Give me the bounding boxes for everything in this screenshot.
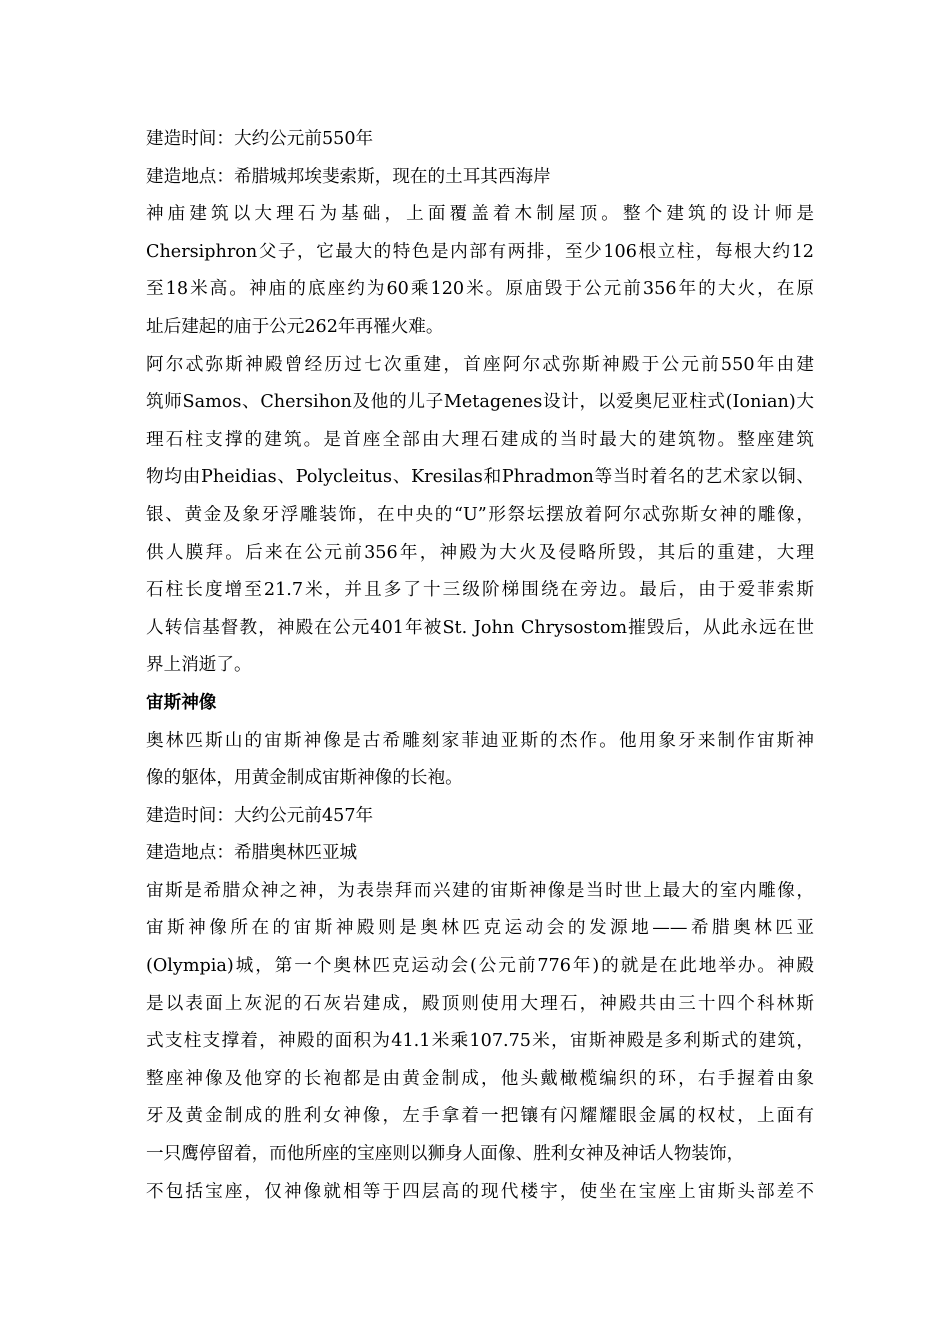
paragraph-line: 物均由Pheidias、Polycleitus、Kresilas和Phradmon等当时着名的艺术家以铜、 bbox=[146, 467, 814, 488]
paragraph-line: 牙及黄金制成的胜利女神像，左手拿着一把镶有闪耀耀眼金属的权杖，上面有 bbox=[146, 1106, 814, 1127]
paragraph-line: 址后建起的庙于公元262年再罹火难。 bbox=[146, 316, 444, 337]
temple-description-paragraph bbox=[146, 196, 814, 346]
build-time-line: 建造时间：大约公元前457年 bbox=[146, 805, 374, 826]
document-page bbox=[146, 121, 814, 1211]
paragraph-line: (Olympia)城，第一个奥林匹克运动会(公元前776年)的就是在此地举办。神殿 bbox=[146, 956, 814, 977]
paragraph-line: 阿尔忒弥斯神殿曾经历过七次重建，首座阿尔忒弥斯神殿于公元前550年由建 bbox=[146, 354, 814, 375]
zeus-description-paragraph bbox=[146, 873, 814, 1211]
paragraph-line: 神庙建筑以大理石为基础，上面覆盖着木制屋顶。整个建筑的设计师是 bbox=[146, 204, 814, 225]
paragraph-line: 整座神像及他穿的长袍都是由黄金制成，他头戴橄榄编织的环，右手握着由象 bbox=[146, 1068, 814, 1089]
paragraph-line: 宙斯神像所在的宙斯神殿则是奥林匹克运动会的发源地——希腊奥林匹亚 bbox=[146, 918, 814, 939]
paragraph-line: 宙斯是希腊众神之神，为表崇拜而兴建的宙斯神像是当时世上最大的室内雕像， bbox=[146, 880, 814, 901]
paragraph-line: 式支柱支撑着，神殿的面积为41.1米乘107.75米，宙斯神殿是多利斯式的建筑， bbox=[146, 1031, 814, 1052]
paragraph-line: 石柱长度增至21.7米，并且多了十三级阶梯围绕在旁边。最后，由于爱菲索斯 bbox=[146, 580, 814, 601]
paragraph-line: 界上消逝了。 bbox=[146, 655, 252, 676]
paragraph-line: 理石柱支撑的建筑。是首座全部由大理石建成的当时最大的建筑物。整座建筑 bbox=[146, 429, 814, 450]
paragraph-line: 不包括宝座，仅神像就相等于四层高的现代楼宇，使坐在宝座上宙斯头部差不 bbox=[146, 1181, 814, 1202]
paragraph-line: 像的躯体，用黄金制成宙斯神像的长袍。 bbox=[146, 768, 463, 789]
build-time-line: 建造时间：大约公元前550年 bbox=[146, 129, 374, 149]
paragraph-line: 是以表面上灰泥的石灰岩建成，殿顶则使用大理石，神殿共由三十四个科林斯 bbox=[146, 993, 814, 1014]
section-heading: 宙斯神像 bbox=[146, 692, 217, 713]
zeus-intro-paragraph bbox=[146, 723, 814, 798]
paragraph-line: 一只鹰停留着，而他所座的宝座则以狮身人面像、胜利女神及神话人物装饰， bbox=[146, 1144, 745, 1165]
paragraph-line: 人转信基督教，神殿在公元401年被St. John Chrysostom摧毁后，从此永远在世 bbox=[146, 617, 814, 638]
temple-history-paragraph bbox=[146, 347, 814, 685]
paragraph-line: 至18米高。神庙的底座约为60乘120米。原庙毁于公元前356年的大火，在原 bbox=[146, 279, 814, 300]
paragraph-line: Chersiphron父子，它最大的特色是内部有两排，至少106根立柱，每根大约12 bbox=[146, 241, 814, 262]
paragraph-line: 银、黄金及象牙浮雕装饰，在中央的“U”形祭坛摆放着阿尔忒弥斯女神的雕像， bbox=[146, 504, 814, 525]
paragraph-line: 供人膜拜。后来在公元前356年，神殿为大火及侵略所毁，其后的重建，大理 bbox=[146, 542, 814, 563]
build-place-line: 建造地点：希腊奥林匹亚城 bbox=[146, 843, 358, 864]
paragraph-line: 奥林匹斯山的宙斯神像是古希雕刻家菲迪亚斯的杰作。他用象牙来制作宙斯神 bbox=[146, 730, 814, 751]
paragraph-line: 筑师Samos、Chersihon及他的儿子Metagenes设计，以爱奥尼亚柱式(Ionian)大 bbox=[146, 392, 814, 413]
build-place-line: 建造地点：希腊城邦埃斐索斯，现在的土耳其西海岸 bbox=[146, 166, 551, 187]
